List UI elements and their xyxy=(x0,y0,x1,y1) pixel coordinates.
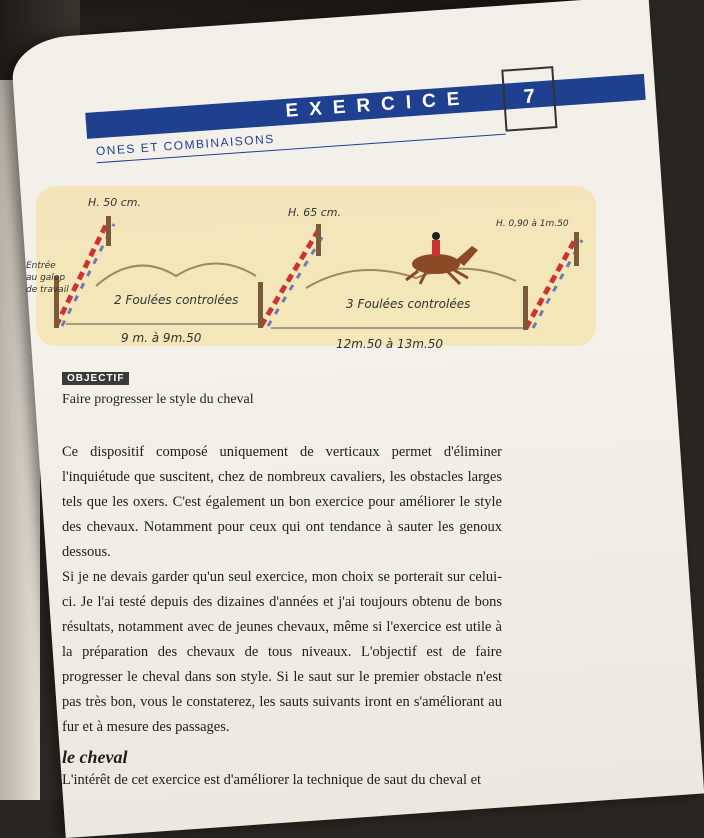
exercise-label: EXERCICE xyxy=(284,88,472,122)
entry-label-3: de travail xyxy=(26,285,69,295)
stride-2-label: 3 Foulées controlées xyxy=(346,297,471,311)
paragraph-1: Ce dispositif composé uniquement de verticaux permet d'éliminer l'inquiétude que suscitent, chez de nombreux cavaliers, les obstacles larges tels que les oxers. C'est également un bon exercice pour améliorer le style des chevaux. Notamment pour ceux qui ont tendance à sauter les genoux dessous. xyxy=(62,444,502,560)
body-text xyxy=(62,440,502,740)
fence2-height: H. 65 cm. xyxy=(288,206,342,219)
objectif-text: Faire progresser le style du cheval xyxy=(62,392,254,407)
subsection-title: le cheval xyxy=(62,747,128,767)
section-title: ONES ET COMBINAISONS xyxy=(95,131,276,159)
fence3-height: H. 0,90 à 1m.50 xyxy=(496,219,569,229)
stride-1-label: 2 Foulées controlées xyxy=(114,293,239,307)
subsection-first-line: L'intérêt de cet exercice est d'améliorer la technique de saut du cheval et xyxy=(62,772,482,788)
header-band xyxy=(85,74,645,159)
objectif-badge: OBJECTIF xyxy=(62,372,129,385)
exercise-number: 7 xyxy=(522,85,536,109)
exercise-number-box xyxy=(501,66,557,131)
distance-2-label: 12m.50 à 13m.50 xyxy=(336,337,444,351)
entry-label-1: Entrée xyxy=(26,261,56,271)
entry-label-2: au galop xyxy=(26,273,66,283)
course-illustration xyxy=(26,176,596,366)
paragraph-2: Si je ne devais garder qu'un seul exercice, mon choix se porterait sur celui-ci. Je l'ai testé depuis des dizaines d'années et j'ai toujours obtenu de bons résultats, notamment avec de jeunes chevaux, même si l'exercice est utile à la préparation des chevaux de tous niveaux. L'objectif est de faire progresser le cheval dans son style. Si le saut sur le premier obstacle n'est pas très bon, vous le constaterez, les sauts suivants iront en s'améliorant au fur et à mesure des passages. xyxy=(62,569,502,735)
distance-1-label: 9 m. à 9m.50 xyxy=(121,331,202,345)
fence1-height: H. 50 cm. xyxy=(88,196,142,209)
